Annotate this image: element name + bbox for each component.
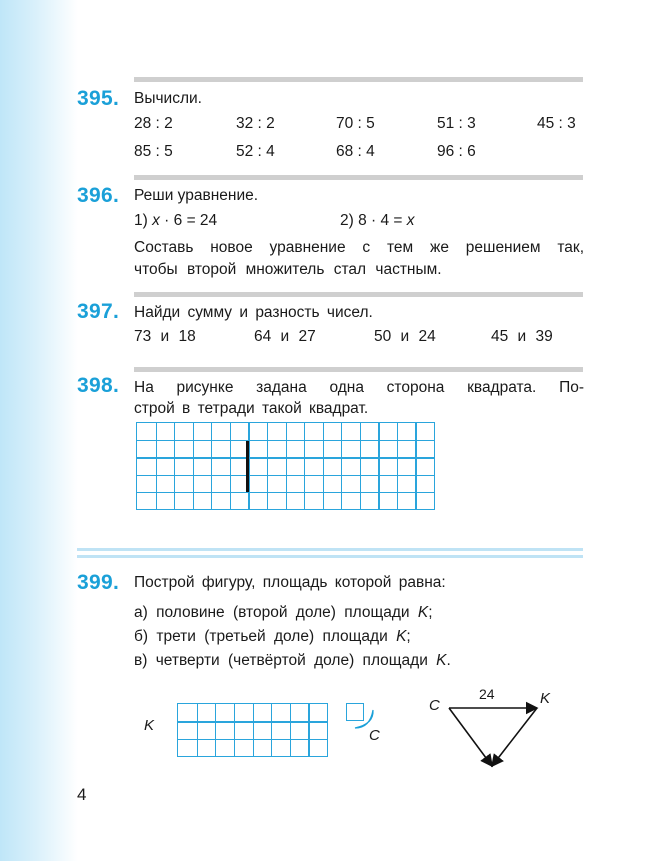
task-item-c: в) четверти (четвёртой доле) площади K. xyxy=(134,652,451,669)
expression: 28 : 2 xyxy=(134,115,173,132)
section-divider xyxy=(134,77,583,82)
grid-line xyxy=(253,704,254,756)
grid-line xyxy=(248,423,249,509)
task-text: Составь новое уравнение с тем же решением так, xyxy=(134,239,584,256)
task-instruction: Реши уравнение. xyxy=(134,187,259,204)
section-divider xyxy=(134,367,583,372)
chapter-divider xyxy=(77,555,583,558)
chapter-divider xyxy=(77,548,583,551)
task-number: 395. xyxy=(77,87,120,110)
number-pair: 50 и 24 xyxy=(374,328,436,345)
figure-k-grid xyxy=(177,703,328,757)
task-instruction: Вычисли. xyxy=(134,90,202,107)
left-margin-band xyxy=(0,0,78,861)
grid-line xyxy=(271,704,272,756)
grid-line xyxy=(286,423,287,509)
section-divider xyxy=(134,175,583,180)
grid-line xyxy=(308,704,309,756)
grid-line xyxy=(211,423,212,509)
task-text: строй в тетради такой квадрат. xyxy=(134,400,369,417)
expression: 85 : 5 xyxy=(134,143,173,160)
grid-line xyxy=(156,423,157,509)
task-text: На рисунке задана одна сторона квадрата. По- xyxy=(134,379,584,396)
task-instruction: Найди сумму и разность чисел. xyxy=(134,304,373,321)
triangle-vertex-c: C xyxy=(429,697,440,714)
triangle-vertex-k: K xyxy=(540,690,551,707)
grid-line xyxy=(230,423,231,509)
grid-line xyxy=(415,423,416,509)
grid-line xyxy=(234,704,235,756)
grid-line xyxy=(397,423,398,509)
expression: 32 : 2 xyxy=(236,115,275,132)
number-pair: 45 и 39 xyxy=(491,328,553,345)
number-pair: 64 и 27 xyxy=(254,328,316,345)
grid-line xyxy=(290,704,291,756)
expression: 70 : 5 xyxy=(336,115,375,132)
grid-line xyxy=(215,704,216,756)
expression: 51 : 3 xyxy=(437,115,476,132)
grid-line xyxy=(193,423,194,509)
number-pair: 73 и 18 xyxy=(134,328,196,345)
page-number: 4 xyxy=(77,785,87,804)
triangle-figure xyxy=(442,700,547,775)
task-instruction: Построй фигуру, площадь которой равна: xyxy=(134,574,446,591)
equation-2: 2) 8 · 4 = x xyxy=(340,212,415,229)
grid-line xyxy=(304,423,305,509)
grid-line xyxy=(323,423,324,509)
figure-label-c: C xyxy=(369,727,380,744)
task-text: чтобы второй множитель стал частным. xyxy=(134,261,442,278)
grid-line xyxy=(178,739,327,740)
grid-line xyxy=(197,704,198,756)
task-number: 399. xyxy=(77,571,120,594)
grid-line xyxy=(137,457,434,458)
expression: 68 : 4 xyxy=(336,143,375,160)
grid-line xyxy=(267,423,268,509)
equation-1: 1) x · 6 = 24 xyxy=(134,212,218,229)
task-item-a: а) половине (второй доле) площади K; xyxy=(134,604,433,621)
grid-line xyxy=(137,475,434,476)
expression: 45 : 3 xyxy=(537,115,576,132)
task-item-b: б) трети (третьей доле) площади K; xyxy=(134,628,411,645)
grid-line xyxy=(178,721,327,722)
grid-line xyxy=(137,492,434,493)
squared-grid xyxy=(136,422,435,510)
expression: 52 : 4 xyxy=(236,143,275,160)
task-number: 398. xyxy=(77,374,120,397)
grid-line xyxy=(174,423,175,509)
triangle-side-length: 24 xyxy=(479,686,495,702)
grid-line xyxy=(137,440,434,441)
grid-line xyxy=(360,423,361,509)
expression: 96 : 6 xyxy=(437,143,476,160)
section-divider xyxy=(134,292,583,297)
square-side-segment xyxy=(246,441,249,492)
task-number: 397. xyxy=(77,300,120,323)
task-number: 396. xyxy=(77,184,120,207)
grid-line xyxy=(378,423,379,509)
figure-label-k: K xyxy=(144,717,155,734)
grid-line xyxy=(341,423,342,509)
